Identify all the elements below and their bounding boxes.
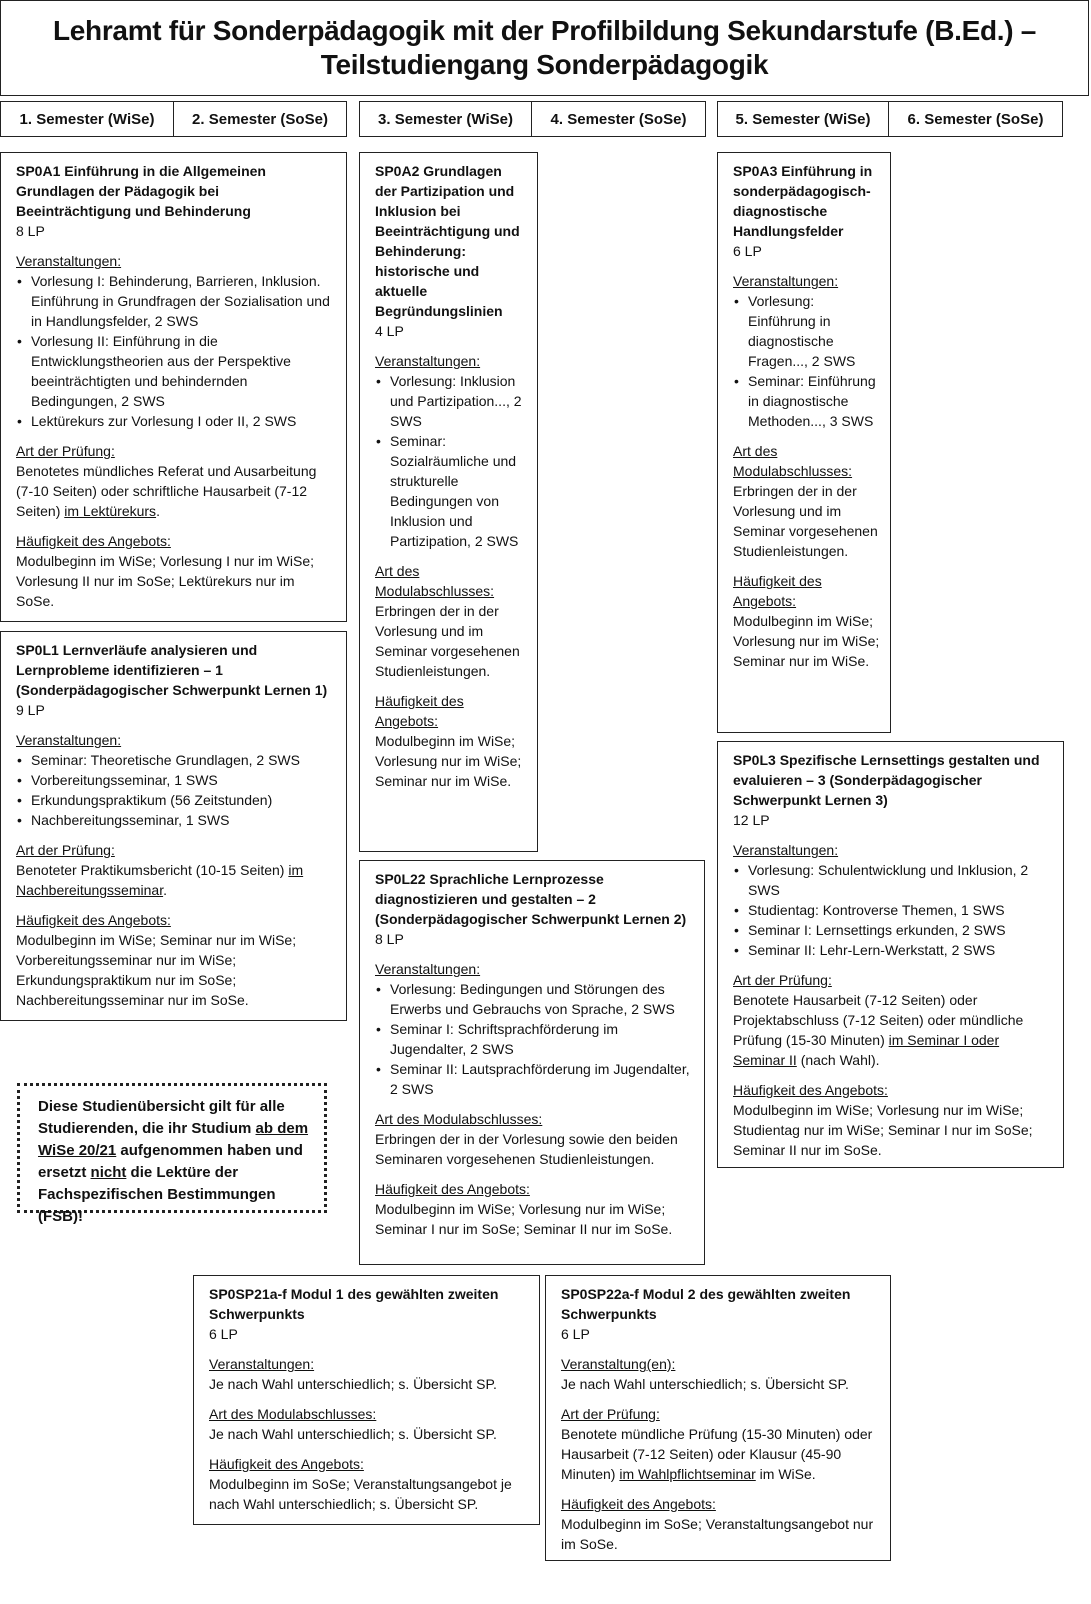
courses-heading: Veranstaltungen: bbox=[16, 732, 122, 748]
exam-text: Erbringen der in der Vorlesung sowie den beiden Seminaren vorgesehenen Studienleistungen. bbox=[375, 1131, 678, 1167]
course-list bbox=[733, 291, 880, 431]
page-title: Lehramt für Sonderpädagogik mit der Profilbildung Sekundarstufe (B.Ed.) – Teilstudiengang Sonderpädagogik bbox=[52, 15, 1037, 80]
course-list bbox=[375, 979, 694, 1099]
module-sp0sp22 bbox=[545, 1275, 891, 1561]
list-item: • Vorlesung: Schulentwicklung und Inklusion, 2 SWS bbox=[733, 860, 1053, 900]
semester-header-6: 6. Semester (SoSe) bbox=[888, 101, 1063, 137]
list-item: • Vorbereitungsseminar, 1 SWS bbox=[16, 770, 336, 790]
module-sp0a3 bbox=[717, 152, 891, 733]
module-title: SP0L1 Lernverläufe analysieren und Lernprobleme identifizieren – 1 (Sonderpädagogischer Schwerpunkt Lernen 1) bbox=[16, 642, 328, 698]
module-title: SP0SP21a-f Modul 1 des gewählten zweiten Schwerpunkts bbox=[209, 1286, 499, 1322]
list-item: • Seminar: Einführung in diagnostische Methoden..., 3 SWS bbox=[733, 371, 880, 431]
courses-heading: Veranstaltungen: bbox=[209, 1356, 315, 1372]
frequency-text: Modulbeginn im WiSe; Vorlesung nur im WiSe; Seminar nur im WiSe. bbox=[733, 613, 880, 669]
course-list bbox=[375, 371, 527, 551]
frequency-text: Modulbeginn im WiSe; Vorlesung I nur im WiSe; Vorlesung II nur im SoSe; Lektürekurs nur im SoSe. bbox=[16, 553, 315, 609]
module-title: SP0L3 Spezifische Lernsettings gestalten und evaluieren – 3 (Sonderpädagogischer Schwerpunkt Lernen 3) bbox=[733, 752, 1040, 808]
frequency-text: Modulbeginn im WiSe; Vorlesung nur im WiSe; Studientag nur im WiSe; Seminar I nur im SoSe; Seminar II nur im SoSe. bbox=[733, 1102, 1033, 1158]
course-list bbox=[16, 271, 336, 431]
module-sp0a1 bbox=[0, 152, 347, 622]
module-credits: 6 LP bbox=[561, 1326, 590, 1342]
semester-header-3: 3. Semester (WiSe) bbox=[359, 101, 532, 137]
module-title: SP0A1 Einführung in die Allgemeinen Grundlagen der Pädagogik bei Beeinträchtigung und Behinderung bbox=[16, 163, 266, 219]
exam-heading: Art des Modulabschlusses: bbox=[733, 443, 853, 479]
list-item: • Seminar: Theoretische Grundlagen, 2 SWS bbox=[16, 750, 336, 770]
exam-heading: Art des Modulabschlusses: bbox=[209, 1406, 377, 1422]
courses-heading: Veranstaltungen: bbox=[733, 842, 839, 858]
module-sp0l1 bbox=[0, 631, 347, 1021]
courses-text: Je nach Wahl unterschiedlich; s. Übersicht SP. bbox=[561, 1376, 849, 1392]
semester-header-4: 4. Semester (SoSe) bbox=[531, 101, 706, 137]
frequency-heading: Häufigkeit des Angebots: bbox=[16, 533, 171, 549]
list-item: • Vorlesung: Inklusion und Partizipation..., 2 SWS bbox=[375, 371, 527, 431]
exam-text: Je nach Wahl unterschiedlich; s. Übersicht SP. bbox=[209, 1426, 497, 1442]
module-credits: 9 LP bbox=[16, 702, 45, 718]
frequency-heading: Häufigkeit des Angebots: bbox=[733, 573, 822, 609]
list-item: • Vorlesung: Einführung in diagnostische Fragen..., 2 SWS bbox=[733, 291, 880, 371]
exam-text: Benoteter Praktikumsbericht (10-15 Seiten) im Nachbereitungsseminar. bbox=[16, 862, 304, 898]
frequency-text: Modulbeginn im SoSe; Veranstaltungsangebot nur im SoSe. bbox=[561, 1516, 874, 1552]
module-credits: 6 LP bbox=[733, 243, 762, 259]
frequency-text: Modulbeginn im WiSe; Vorlesung nur im WiSe; Seminar nur im WiSe. bbox=[375, 733, 522, 789]
semester-header-1: 1. Semester (WiSe) bbox=[0, 101, 174, 137]
exam-text: Benotetes mündliches Referat und Ausarbeitung (7-10 Seiten) oder schriftliche Hausarbeit (7-12 Seiten) im Lektürekurs. bbox=[16, 463, 317, 519]
list-item: • Vorlesung II: Einführung in die Entwicklungstheorien aus der Perspektive beeinträchtigten und behindernden Bedingungen, 2 SWS bbox=[16, 331, 336, 411]
frequency-heading: Häufigkeit des Angebots: bbox=[733, 1082, 888, 1098]
frequency-text: Modulbeginn im WiSe; Seminar nur im WiSe; Vorbereitungsseminar nur im WiSe; Erkundungspraktikum nur im SoSe; Nachbereitungsseminar nur im SoSe. bbox=[16, 932, 297, 1008]
exam-text: Benotete mündliche Prüfung (15-30 Minuten) oder Hausarbeit (7-12 Seiten) oder Klausur (45-90 Minuten) im Wahlpflichtseminar im WiSe. bbox=[561, 1426, 873, 1482]
semester-header-2: 2. Semester (SoSe) bbox=[173, 101, 347, 137]
courses-heading: Veranstaltung(en): bbox=[561, 1356, 676, 1372]
courses-heading: Veranstaltungen: bbox=[375, 961, 481, 977]
frequency-heading: Häufigkeit des Angebots: bbox=[561, 1496, 716, 1512]
exam-heading: Art der Prüfung: bbox=[561, 1406, 660, 1422]
list-item: • Nachbereitungsseminar, 1 SWS bbox=[16, 810, 336, 830]
exam-heading: Art des Modulabschlusses: bbox=[375, 563, 495, 599]
list-item: • Vorlesung: Bedingungen und Störungen des Erwerbs und Gebrauchs von Sprache, 2 SWS bbox=[375, 979, 694, 1019]
module-credits: 8 LP bbox=[375, 931, 404, 947]
frequency-heading: Häufigkeit des Angebots: bbox=[375, 693, 464, 729]
frequency-heading: Häufigkeit des Angebots: bbox=[375, 1181, 530, 1197]
module-sp0l22 bbox=[359, 860, 705, 1265]
exam-heading: Art des Modulabschlusses: bbox=[375, 1111, 543, 1127]
course-list bbox=[733, 860, 1053, 960]
list-item: • Seminar: Sozialräumliche und strukturelle Bedingungen von Inklusion und Partizipation, 2 SWS bbox=[375, 431, 527, 551]
frequency-heading: Häufigkeit des Angebots: bbox=[209, 1456, 364, 1472]
list-item: • Seminar II: Lehr-Lern-Werkstatt, 2 SWS bbox=[733, 940, 1053, 960]
list-item: • Seminar II: Lautsprachförderung im Jugendalter, 2 SWS bbox=[375, 1059, 694, 1099]
frequency-text: Modulbeginn im WiSe; Vorlesung nur im WiSe; Seminar I nur im SoSe; Seminar II nur im SoSe. bbox=[375, 1201, 673, 1237]
list-item: • Seminar I: Schriftsprachförderung im Jugendalter, 2 SWS bbox=[375, 1019, 694, 1059]
courses-heading: Veranstaltungen: bbox=[733, 273, 839, 289]
list-item: • Seminar I: Lernsettings erkunden, 2 SWS bbox=[733, 920, 1053, 940]
page-title-box bbox=[0, 0, 1089, 96]
course-list bbox=[16, 750, 336, 830]
exam-heading: Art der Prüfung: bbox=[733, 972, 832, 988]
courses-text: Je nach Wahl unterschiedlich; s. Übersicht SP. bbox=[209, 1376, 497, 1392]
validity-notice: Diese Studienübersicht gilt für alle Studierenden, die ihr Studium ab dem WiSe 20/21 aufgenommen haben und ersetzt nicht die Lektüre der Fachspezifischen Bestimmungen (FSB)! bbox=[17, 1083, 327, 1213]
list-item: • Erkundungspraktikum (56 Zeitstunden) bbox=[16, 790, 336, 810]
module-title: SP0A3 Einführung in sonderpädagogisch-diagnostische Handlungsfelder bbox=[733, 163, 873, 239]
exam-text: Benotete Hausarbeit (7-12 Seiten) oder Projektabschluss (7-12 Seiten) oder mündliche Prüfung (15-30 Minuten) im Seminar I oder Seminar II (nach Wahl). bbox=[733, 992, 1024, 1068]
module-credits: 4 LP bbox=[375, 323, 404, 339]
list-item: • Studientag: Kontroverse Themen, 1 SWS bbox=[733, 900, 1053, 920]
module-credits: 12 LP bbox=[733, 812, 770, 828]
module-credits: 8 LP bbox=[16, 223, 45, 239]
courses-heading: Veranstaltungen: bbox=[375, 353, 481, 369]
module-sp0a2 bbox=[359, 152, 538, 852]
module-credits: 6 LP bbox=[209, 1326, 238, 1342]
exam-heading: Art der Prüfung: bbox=[16, 842, 115, 858]
module-title: SP0A2 Grundlagen der Partizipation und Inklusion bei Beeinträchtigung und Behinderung: historische und aktuelle Begründungslinien bbox=[375, 163, 520, 319]
module-title: SP0SP22a-f Modul 2 des gewählten zweiten Schwerpunkts bbox=[561, 1286, 851, 1322]
exam-text: Erbringen der in der Vorlesung und im Seminar vorgesehenen Studienleistungen. bbox=[733, 483, 878, 559]
list-item: • Lektürekurs zur Vorlesung I oder II, 2 SWS bbox=[16, 411, 336, 431]
exam-text: Erbringen der in der Vorlesung und im Seminar vorgesehenen Studienleistungen. bbox=[375, 603, 520, 679]
courses-heading: Veranstaltungen: bbox=[16, 253, 122, 269]
module-sp0l3 bbox=[717, 741, 1064, 1168]
frequency-text: Modulbeginn im SoSe; Veranstaltungsangebot je nach Wahl unterschiedlich; s. Übersicht SP. bbox=[209, 1476, 512, 1512]
frequency-heading: Häufigkeit des Angebots: bbox=[16, 912, 171, 928]
module-sp0sp21 bbox=[193, 1275, 540, 1525]
semester-header-5: 5. Semester (WiSe) bbox=[717, 101, 889, 137]
exam-heading: Art der Prüfung: bbox=[16, 443, 115, 459]
module-title: SP0L22 Sprachliche Lernprozesse diagnostizieren und gestalten – 2 (Sonderpädagogischer Schwerpunkt Lernen 2) bbox=[375, 871, 687, 927]
list-item: • Vorlesung I: Behinderung, Barrieren, Inklusion. Einführung in Grundfragen der Sozialisation und in Handlungsfelder, 2 SWS bbox=[16, 271, 336, 331]
